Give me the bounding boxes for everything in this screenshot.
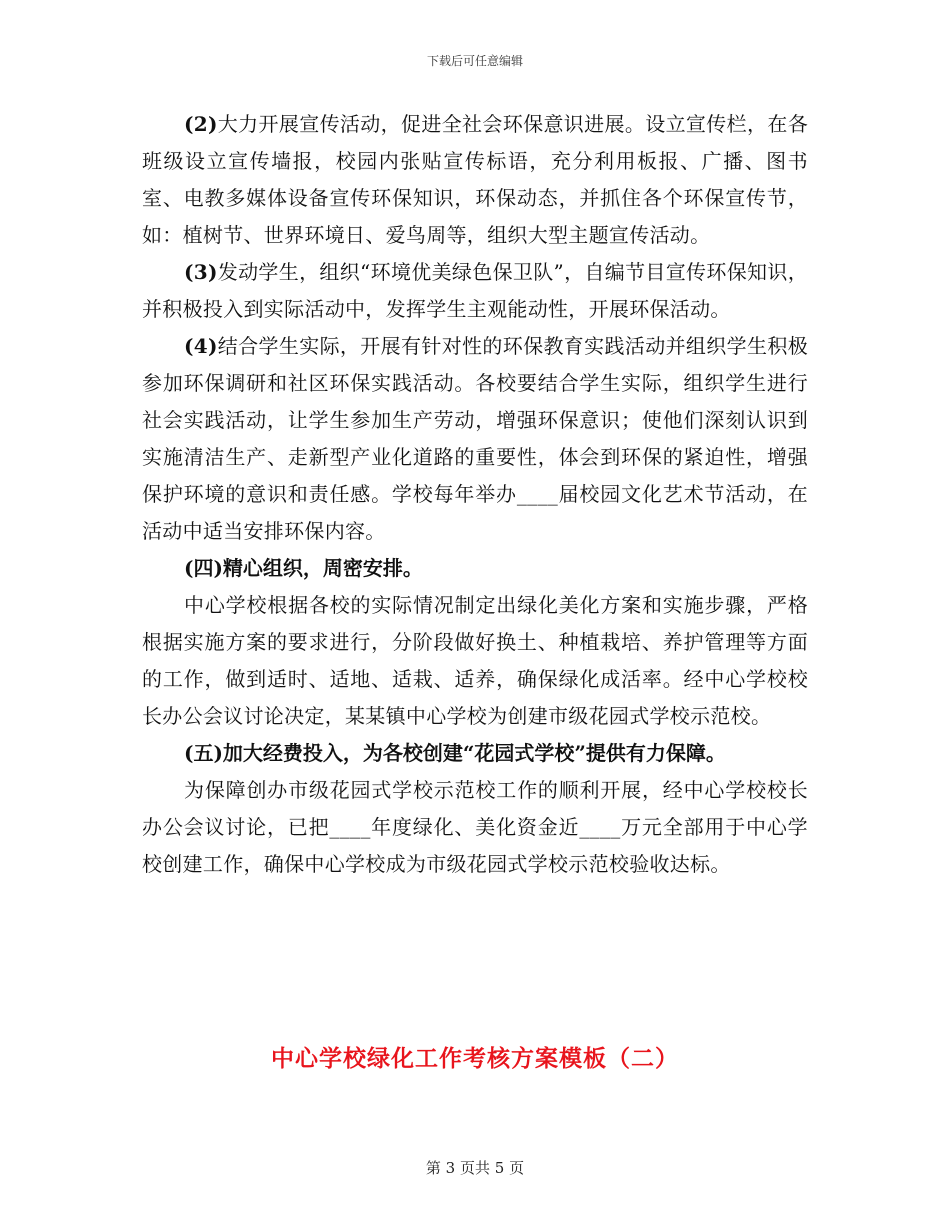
paragraph-text: 结合学生实际，开展有针对性的环保教育实践活动并组织学生积极参加环保调研和社区环保实践活动。各校要结合学生实际，组织学生进行社会实践活动，让学生参加生产劳动，增强环保意识；使他们深刻认识到实施清洁生产、走新型产业化道路的重要性，体会到环保的紧迫性，增强保护环境的意识和责任感。学校每年举办____届校园文化艺术节活动，在活动中适当安排环保内容。 [142,334,808,543]
paragraph-text: 发动学生，组织“环境优美绿色保卫队”，自编节目宣传环保知识，并积极投入到实际活动中，发挥学生主观能动性，开展环保活动。 [142,260,808,321]
paragraph-item-3 [142,254,808,328]
page-header-note: 下载后可任意编辑 [426,54,523,68]
paragraph-text: 大力开展宣传活动，促进全社会环保意识进展。设立宣传栏，在各班级设立宣传墙报，校园内张贴宣传标语，充分利用板报、广播、图书室、电教多媒体设备宣传环保知识，环保动态，并抓住各个环保宣传节，如：植树节、世界环境日、爱鸟周等，组织大型主题宣传活动。 [142,112,808,247]
paragraph-number: (2) [184,112,218,136]
paragraph-number: (3) [184,260,218,284]
section-heading-4: (四)精心组织，周密安排。 [184,556,423,580]
next-document-title: 中心学校绿化工作考核方案模板（二） [271,1046,679,1072]
section-4-text: 中心学校根据各校的实际情况制定出绿化美化方案和实施步骤，严格根据实施方案的要求进行，分阶段做好换土、种植栽培、养护管理等方面的工作，做到适时、适地、适栽、适养，确保绿化成活率。经中心学校校长办公会议讨论决定，某某镇中心学校为创建市级花园式学校示范校。 [142,593,808,728]
paragraph-item-2 [142,106,808,254]
section-heading-5: (五)加大经费投入，为各校创建“花园式学校”提供有力保障。 [184,741,726,765]
paragraph-item-4 [142,328,808,550]
page-number-footer: 第 3 页共 5 页 [425,1159,525,1177]
document-body [142,106,808,883]
section-5-text: 为保障创办市级花园式学校示范校工作的顺利开展，经中心学校校长办公会议讨论，已把____年度绿化、美化资金近____万元全部用于中心学校创建工作，确保中心学校成为市级花园式学校示范校验收达标。 [142,778,808,876]
paragraph-number: (4) [184,334,218,358]
